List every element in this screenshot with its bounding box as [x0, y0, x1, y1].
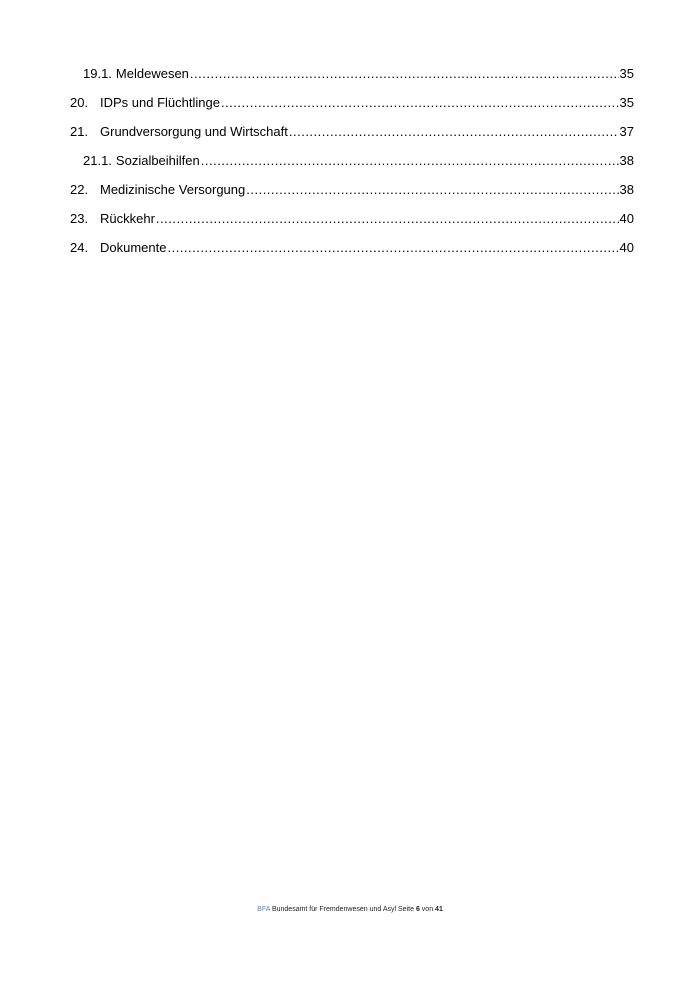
toc-entry[interactable]: [70, 180, 634, 209]
toc-leader-dots: [201, 151, 619, 171]
toc-number: 22.: [70, 182, 89, 197]
toc-number: 20.: [70, 95, 89, 110]
toc-leader-dots: [289, 122, 619, 142]
toc-entry[interactable]: [70, 93, 634, 122]
toc-entry[interactable]: [70, 209, 634, 238]
toc-title: Grundversorgung und Wirtschaft: [100, 124, 288, 139]
current-page: 6: [415, 906, 420, 913]
toc-leader-dots: [246, 180, 618, 200]
toc-page-number: 35: [619, 66, 634, 81]
toc-title: Meldewesen: [115, 66, 189, 81]
toc-page-number: 40: [619, 240, 634, 255]
page-footer: [0, 906, 700, 913]
toc-number: 24.: [70, 240, 89, 255]
bfa-logo: BFA: [257, 906, 270, 913]
toc-entry[interactable]: [70, 238, 634, 267]
footer-of: von: [421, 906, 434, 913]
table-of-contents: [70, 64, 634, 267]
toc-entry[interactable]: [70, 64, 634, 93]
toc-page-number: 38: [619, 153, 634, 168]
toc-page-number: 35: [619, 95, 634, 110]
toc-number: 23.: [70, 211, 89, 226]
toc-entry[interactable]: [70, 122, 634, 151]
toc-page-number: 38: [619, 182, 634, 197]
toc-page-number: 37: [619, 124, 634, 139]
toc-title: Medizinische Versorgung: [100, 182, 246, 197]
toc-number: 21.1.: [83, 153, 112, 168]
toc-title: Rückkehr: [100, 211, 155, 226]
toc-title: Sozialbeihilfen: [115, 153, 200, 168]
toc-title: Dokumente: [100, 240, 167, 255]
toc-number: 21.: [70, 124, 89, 139]
total-pages: 41: [435, 906, 443, 913]
toc-leader-dots: [156, 209, 619, 229]
toc-title: IDPs und Flüchtlinge: [100, 95, 220, 110]
footer-text: Bundesamt für Fremdenwesen und Asyl Seite: [271, 906, 414, 913]
toc-leader-dots: [221, 93, 619, 113]
toc-leader-dots: [167, 238, 618, 258]
toc-leader-dots: [190, 64, 619, 84]
toc-entry[interactable]: [70, 151, 634, 180]
toc-page-number: 40: [619, 211, 634, 226]
toc-number: 19.1.: [83, 66, 112, 81]
